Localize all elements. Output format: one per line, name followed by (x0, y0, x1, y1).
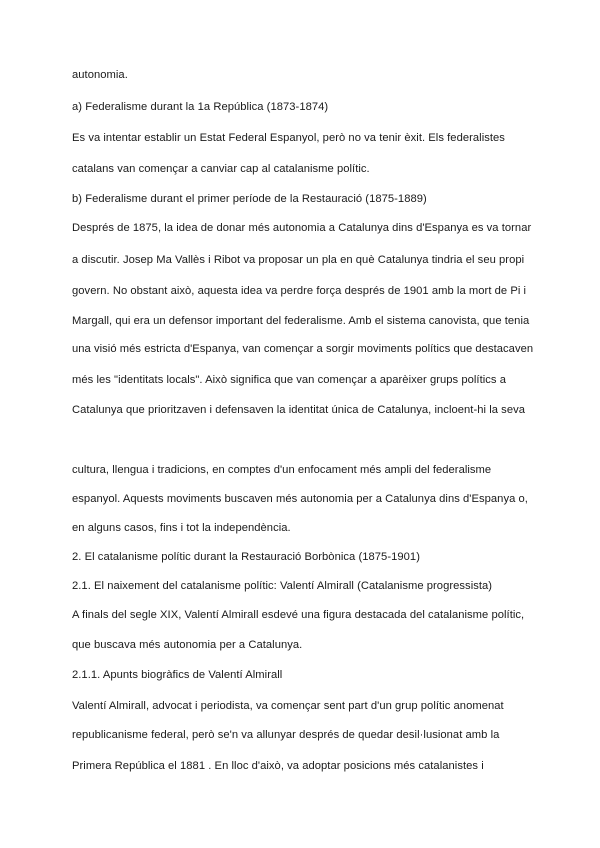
text-line: més les "identitats locals". Això significa que van començar a aparèixer grups polítics a (72, 374, 506, 386)
text-line: autonomia. (72, 69, 128, 81)
text-line: en alguns casos, fins i tot la independència. (72, 522, 291, 534)
section-heading: a) Federalisme durant la 1a República (1873-1874) (72, 101, 329, 113)
section-heading: b) Federalisme durant el primer període de la Restauració (1875-1889) (72, 193, 427, 205)
text-line: Valentí Almirall, advocat i periodista, va començar sent part d'un grup polític anomenat (72, 700, 504, 712)
text-line: Margall, qui era un defensor important del federalisme. Amb el sistema canovista, que tenia (72, 315, 530, 327)
text-line: Primera República el 1881 . En lloc d'això, va adoptar posicions més catalanistes i (72, 760, 484, 772)
text-line: cultura, llengua i tradicions, en comptes d'un enfocament més ampli del federalisme (72, 464, 492, 476)
text-line: a discutir. Josep Ma Vallès i Ribot va proposar un pla en què Catalunya tindria el seu propi (72, 254, 525, 266)
text-line: Catalunya que prioritzaven i defensaven la identitat única de Catalunya, incloent-hi la seva (72, 404, 526, 416)
text-line: que buscava més autonomia per a Catalunya. (72, 639, 303, 651)
section-heading: 2.1.1. Apunts biogràfics de Valentí Almirall (72, 669, 283, 681)
section-heading: 2.1. El naixement del catalanisme polític: Valentí Almirall (Catalanisme progressista) (72, 580, 493, 592)
section-heading: 2. El catalanisme polític durant la Restauració Borbònica (1875-1901) (72, 551, 420, 563)
text-line: Es va intentar establir un Estat Federal Espanyol, però no va tenir èxit. Els federalistes (72, 132, 505, 144)
text-line: una visió més estricta d'Espanya, van començar a sorgir moviments polítics que destacaven (72, 343, 534, 355)
text-line: govern. No obstant això, aquesta idea va perdre força després de 1901 amb la mort de Pi i (72, 285, 527, 297)
text-line: Després de 1875, la idea de donar més autonomia a Catalunya dins d'Espanya es va tornar (72, 222, 532, 234)
text-line: catalans van començar a canviar cap al catalanisme polític. (72, 163, 370, 175)
text-line: republicanisme federal, però se'n va allunyar després de quedar desil·lusionat amb la (72, 729, 500, 741)
text-line: espanyol. Aquests moviments buscaven més autonomia per a Catalunya dins d'Espanya o, (72, 493, 528, 505)
text-line: A finals del segle XIX, Valentí Almirall esdevé una figura destacada del catalanisme polític, (72, 609, 525, 621)
